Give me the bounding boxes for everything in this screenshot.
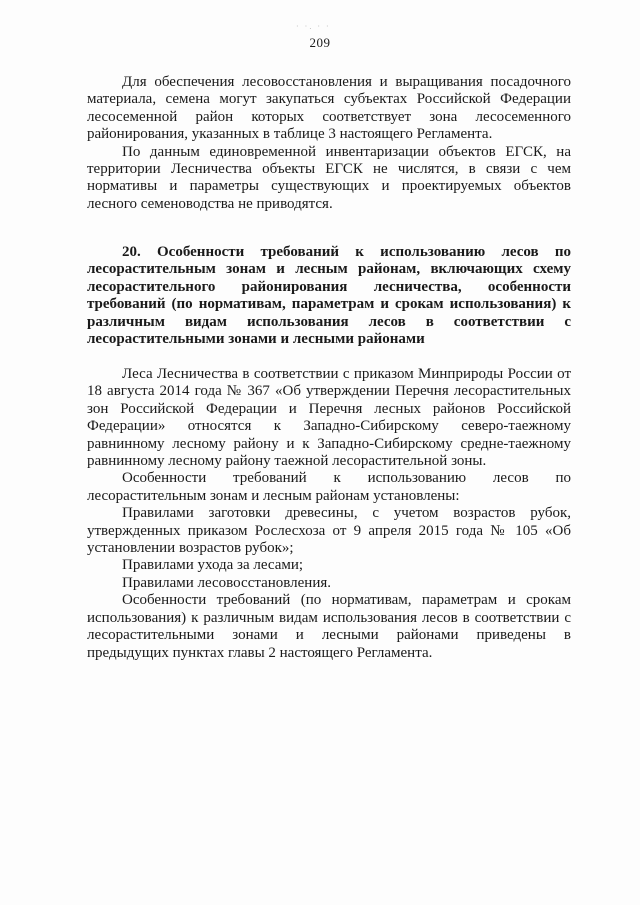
section-heading-block — [87, 244, 571, 348]
scan-artifact: · ·. · · — [296, 22, 331, 31]
paragraph-harvest-rules: Правилами заготовки древесины, с учетом возрастов рубок, утвержденных приказом Рослесхоза от 9 апреля 2015 года № 105 «Об установлении возрастов рубок»; — [87, 505, 571, 557]
paragraph-forest-zones: Леса Лесничества в соответствии с приказом Минприроды России от 18 августа 2014 года № 367 «Об утверждении Перечня лесорастительных зон Российской Федерации и Перечня лесных районов Российской Федерации» относятся к Западно-Сибирскому северо-таежному равнинному лесному району и к Западно-Сибирскому средне-таежному равнинному лесному району таежной лесорастительной зоны. — [87, 366, 571, 470]
paragraph-requirements-details: Особенности требований (по нормативам, параметрам и срокам использования) к различным видам использования лесов в соответствии с лесорастительными зонами и лесными районами приведены в предыдущих пунктах главы 2 настоящего Регламента. — [87, 592, 571, 661]
page-number: 209 — [309, 35, 331, 50]
paragraph-seed-purchase: Для обеспечения лесовосстановления и выращивания посадочного материала, семена могут закупаться субъектах Российской Федерации лесосеменной район которых соответствует зона лесосеменного районирования, указанных в таблице 3 настоящего Регламента. — [87, 74, 571, 143]
section-20-body — [87, 366, 571, 662]
section-20-heading: 20. Особенности требований к использованию лесов по лесорастительным зонам и лесным районам, включающих схему лесорастительного районирования лесничества, особенности требований (по нормативам, параметрам и срокам использования) к различным видам использования лесов в соответствии с лесорастительными зонами и лесными районами — [87, 244, 571, 348]
paragraph-care-rules: Правилами ухода за лесами; — [122, 557, 304, 574]
paragraph-restoration-rules: Правилами лесовосстановления. — [122, 574, 332, 591]
paragraph-egsk-inventory: По данным единовременной инвентаризации объектов ЕГСК, на территории Лесничества объекты ЕГСК не числятся, в связи с чем нормативы и параметры существующих и проектируемых объектов лесного семеноводства не приводятся. — [87, 143, 571, 212]
intro-section — [87, 74, 571, 213]
paragraph-requirements-established: Особенности требований к использованию лесов по лесорастительным зонам и лесным районам установлены: — [87, 470, 571, 504]
